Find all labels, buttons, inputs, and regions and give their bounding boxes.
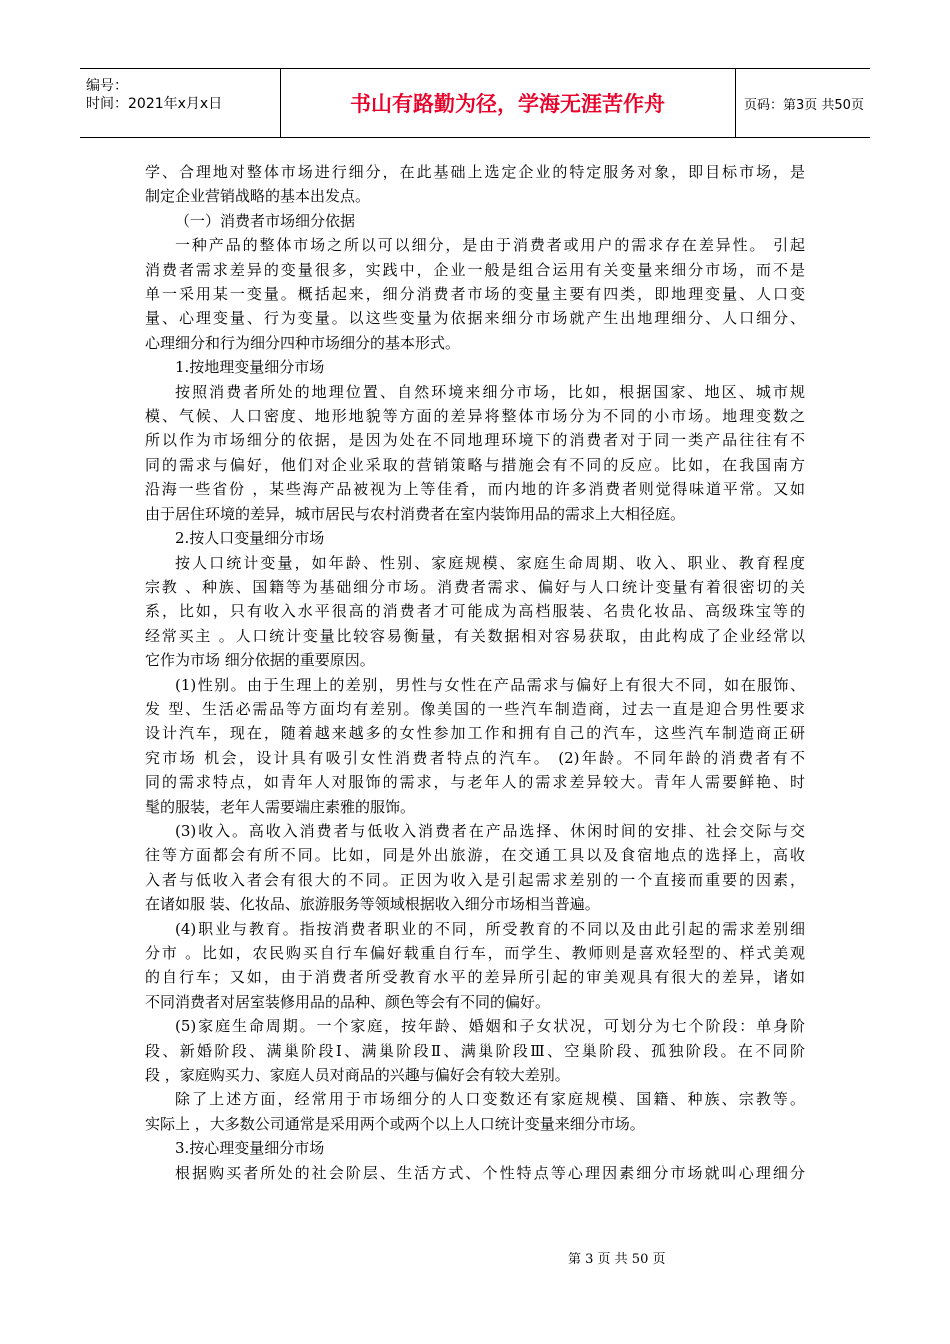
document-number-label: 编号： xyxy=(86,78,128,94)
body-line: 根据购买者所处的社会阶层、生活方式、个性特点等心理因素细分市场就叫心理细分 xyxy=(175,1163,805,1182)
body-line: 究市场 机会，设计具有吸引女性消费者特点的汽车。 (2)年龄。不同年龄的消费者有不 xyxy=(145,748,805,767)
body-line: 同的需求与偏好，他们对企业采取的营销策略与措施会有不同的反应。比如，在我国南方 xyxy=(145,455,805,474)
body-line: 经常买主 。人口统计变量比较容易衡量，有关数据相对容易获取，由此构成了企业经常以 xyxy=(145,626,805,645)
document-body xyxy=(145,160,805,1185)
body-line: 往等方面都会有所不同。比如，同是外出旅游，在交通工具以及食宿地点的选择上，高收 xyxy=(145,846,805,865)
body-line: 在诸如服 装、化妆品、旅游服务等领域根据收入细分市场相当普遍。 xyxy=(145,895,600,914)
subsection-heading: 3.按心理变量细分市场 xyxy=(175,1139,325,1158)
body-line: (3)收入。高收入消费者与低收入消费者在产品选择、休闲时间的安排、社会交际与交 xyxy=(175,821,805,840)
document-date: 时间：2021年x月x日 xyxy=(86,96,223,112)
body-line: 所以作为市场细分的依据，是因为处在不同地理环境下的消费者对于同一类产品往往有不 xyxy=(145,431,805,450)
body-line: 单一采用某一变量。概括起来，细分消费者市场的变量主要有四类，即地理变量、人口变 xyxy=(145,285,805,304)
body-line: 一种产品的整体市场之所以可以细分，是由于消费者或用户的需求存在差异性。 引起 xyxy=(175,236,805,255)
body-line: (1)性别。由于生理上的差别，男性与女性在产品需求与偏好上有很大不同，如在服饰、 xyxy=(175,675,805,694)
body-line: 髦的服装，老年人需要端庄素雅的服饰。 xyxy=(145,797,416,816)
body-line: 按照消费者所处的地理位置、自然环境来细分市场，比如，根据国家、地区、城市规 xyxy=(175,382,805,401)
page-footer: 第 3 页 共 50 页 xyxy=(568,1252,666,1267)
body-line: 段、新婚阶段、满巢阶段Ⅰ、满巢阶段Ⅱ、满巢阶段Ⅲ、空巢阶段、孤独阶段。在不同阶 xyxy=(145,1041,805,1060)
body-line: 段 ，家庭购买力、家庭人员对商品的兴趣与偏好会有较大差别。 xyxy=(145,1066,570,1085)
section-heading: （一）消费者市场细分依据 xyxy=(175,211,356,230)
header-meta xyxy=(80,69,281,137)
body-line: 由于居住环境的差异，城市居民与农村消费者在室内装饰用品的需求上大相径庭。 xyxy=(145,504,686,523)
body-line: 实际上 ，大多数公司通常是采用两个或两个以上人口统计变量来细分市场。 xyxy=(145,1114,645,1133)
body-line: (5)家庭生命周期。一个家庭，按年龄、婚姻和子女状况，可划分为七个阶段：单身阶 xyxy=(175,1017,805,1036)
body-line: 系，比如，只有收入水平很高的消费者才可能成为高档服装、名贵化妆品、高级珠宝等的 xyxy=(145,602,805,621)
body-line: 不同消费者对居室装修用品的品种、颜色等会有不同的偏好。 xyxy=(145,992,551,1011)
body-line: 模、气候、人口密度、地形地貌等方面的差异将整体市场分为不同的小市场。地理变数之 xyxy=(145,407,805,426)
subsection-heading: 2.按人口变量细分市场 xyxy=(175,529,325,548)
body-line: 消费者需求差异的变量很多，实践中，企业一般是组合运用有关变量来细分市场，而不是 xyxy=(145,260,805,279)
body-line: 心理细分和行为细分四种市场细分的基本形式。 xyxy=(145,333,461,352)
body-line: 设计汽车，现在，随着越来越多的女性参加工作和拥有自己的汽车，这些汽车制造商正研 xyxy=(145,724,805,743)
body-line: 同的需求特点，如青年人对服饰的需求，与老年人的需求差异较大。青年人需要鲜艳、时 xyxy=(145,773,805,792)
subsection-heading: 1.按地理变量细分市场 xyxy=(175,358,325,377)
body-line: 按人口统计变量，如年龄、性别、家庭规模、家庭生命周期、收入、职业、教育程度 xyxy=(175,553,805,572)
page-header xyxy=(80,68,870,138)
body-line: 制定企业营销战略的基本出发点。 xyxy=(145,187,371,206)
body-line: (4)职业与教育。指按消费者职业的不同，所受教育的不同以及由此引起的需求差别细 xyxy=(175,919,805,938)
header-motto: 书山有路勤为径，学海无涯苦作舟 xyxy=(280,69,736,137)
body-line: 除了上述方面，经常用于市场细分的人口变数还有家庭规模、国籍、种族、宗教等。 xyxy=(175,1090,805,1109)
body-line: 入者与低收入者会有很大的不同。正因为收入是引起需求差别的一个直接而重要的因素， xyxy=(145,870,805,889)
header-page-info: 页码：第3页 共50页 xyxy=(744,97,864,113)
body-line: 的自行车；又如，由于消费者所受教育水平的差异所引起的审美观具有很大的差异，诸如 xyxy=(145,968,805,987)
body-line: 发 型、生活必需品等方面均有差别。像美国的一些汽车制造商，过去一直是迎合男性要求 xyxy=(145,699,805,718)
body-line: 学、合理地对整体市场进行细分，在此基础上选定企业的特定服务对象，即目标市场，是 xyxy=(145,163,805,181)
body-line: 宗教 、种族、国籍等为基础细分市场。消费者需求、偏好与人口统计变量有着很密切的关 xyxy=(145,577,805,596)
body-line: 分市 。比如，农民购买自行车偏好载重自行车，而学生、教师则是喜欢轻型的、样式美观 xyxy=(145,944,805,962)
body-line: 沿海一些省份 ，某些海产品被视为上等佳肴，而内地的许多消费者则觉得味道平常。又如 xyxy=(145,480,805,499)
body-line: 量、心理变量、行为变量。以这些变量为依据来细分市场就产生出地理细分、人口细分、 xyxy=(145,309,805,328)
body-line: 它作为市场 细分依据的重要原因。 xyxy=(145,651,375,670)
